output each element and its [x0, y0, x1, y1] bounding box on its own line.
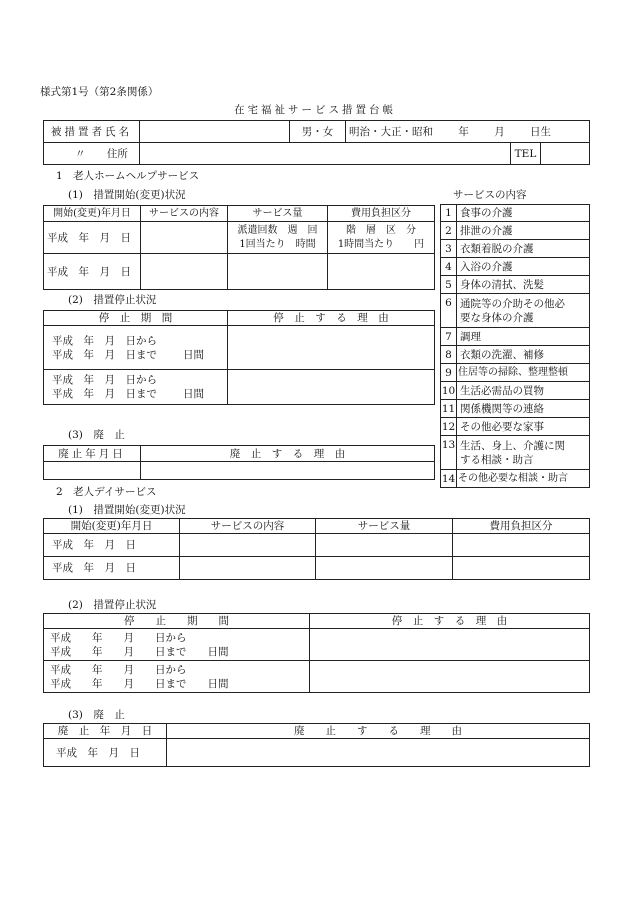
s2-start-cost-2[interactable] — [453, 557, 590, 580]
name-label: 被措置者氏名 — [44, 121, 140, 143]
s1-start-col-qty: サービス量 — [228, 206, 328, 222]
service-label: 衣類の洗濯、補修 — [457, 346, 590, 364]
s2-abolish-table — [43, 723, 590, 767]
services-heading: サービスの内容 — [453, 189, 527, 201]
s2-abolish-col-date: 廃 止 年 月 日 — [44, 724, 167, 739]
tel-field[interactable] — [541, 143, 590, 165]
s2-start-content[interactable] — [180, 534, 316, 557]
s1-start-col-content: サービスの内容 — [141, 206, 228, 222]
gender-options[interactable]: 男・女 — [290, 121, 346, 143]
s1-start-cost[interactable]: 階 層 区 分 1時間当たり 円 — [328, 222, 435, 254]
service-no: 2 — [441, 222, 457, 240]
s1-start-date-2[interactable]: 平成 年 月 日 — [44, 254, 141, 290]
service-no: 9 — [441, 364, 457, 382]
service-no: 14 — [441, 470, 457, 488]
s2-start-date[interactable]: 平成 年 月 日 — [44, 534, 180, 557]
s2-stop-period-1[interactable]: 平成 年 月 日から 平成 年 月 日まで 日間 — [44, 629, 310, 661]
service-label: 身体の清拭、洗髪 — [457, 276, 590, 294]
s1-abolish-col-reason: 廃 止 す る 理 由 — [141, 446, 435, 462]
address-field[interactable] — [140, 143, 511, 165]
s2-start-table — [43, 518, 590, 580]
service-no: 1 — [441, 205, 457, 222]
service-label: 関係機関等の連絡 — [457, 400, 590, 418]
s1-stop-period-1[interactable]: 平成 年 月 日から 平成 年 月 日まで 日間 — [44, 326, 228, 370]
service-no: 12 — [441, 418, 457, 436]
s1-abolish-col-date: 廃止年月日 — [44, 446, 141, 462]
s1-start-qty[interactable]: 派遣回数 週 回 1回当たり 時間 — [228, 222, 328, 254]
s2-stop-reason-2[interactable] — [310, 661, 590, 693]
service-no: 13 — [441, 436, 457, 470]
service-label: 生活必需品の買物 — [457, 382, 590, 400]
s2-start-col-cost: 費用負担区分 — [453, 519, 590, 534]
s2-stop-col-reason: 停 止 す る 理 由 — [310, 614, 590, 629]
section1-stop-heading: (2) 措置停止状況 — [68, 294, 157, 306]
s1-start-content-2[interactable] — [141, 254, 228, 290]
service-no: 4 — [441, 258, 457, 276]
s2-start-qty[interactable] — [316, 534, 453, 557]
s1-start-col-date: 開始(変更)年月日 — [44, 206, 141, 222]
service-label: 住居等の掃除、整理整頓 — [457, 364, 590, 382]
service-label: 食事の介護 — [457, 205, 590, 222]
birthdate-field[interactable]: 明治・大正・昭和 年 月 日生 — [346, 121, 590, 143]
service-label: 衣類着脱の介護 — [457, 240, 590, 258]
s1-stop-col-reason: 停 止 す る 理 由 — [228, 311, 435, 326]
s2-start-col-content: サービスの内容 — [180, 519, 316, 534]
services-table — [440, 204, 590, 488]
s2-start-cost[interactable] — [453, 534, 590, 557]
service-no: 7 — [441, 328, 457, 346]
section2-abolish-heading: (3) 廃 止 — [68, 709, 125, 721]
section1-start-heading: (1) 措置開始(変更)状況 — [68, 189, 186, 201]
s1-start-table — [43, 205, 435, 290]
address-label: 〃 住所 — [44, 143, 140, 165]
s1-stop-table — [43, 310, 435, 405]
s1-stop-period-2[interactable]: 平成 年 月 日から 平成 年 月 日まで 日間 — [44, 370, 228, 405]
service-no: 11 — [441, 400, 457, 418]
s1-abolish-date[interactable] — [44, 462, 141, 480]
service-no: 10 — [441, 382, 457, 400]
s1-start-content[interactable] — [141, 222, 228, 254]
service-label: 通院等の介助その他必 要な身体の介護 — [457, 294, 590, 328]
s1-abolish-table — [43, 445, 435, 480]
s2-start-date-2[interactable]: 平成 年 月 日 — [44, 557, 180, 580]
section2-heading: 2 老人デイサービス — [56, 486, 157, 498]
s2-stop-table — [43, 613, 590, 693]
s2-start-content-2[interactable] — [180, 557, 316, 580]
service-no: 5 — [441, 276, 457, 294]
s2-abolish-col-reason: 廃 止 す る 理 由 — [167, 724, 590, 739]
s1-start-date[interactable]: 平成 年 月 日 — [44, 222, 141, 254]
s2-abolish-reason[interactable] — [167, 739, 590, 767]
s1-stop-reason-1[interactable] — [228, 326, 435, 370]
tel-label: TEL — [511, 143, 541, 165]
service-no: 6 — [441, 294, 457, 328]
s2-stop-period-2[interactable]: 平成 年 月 日から 平成 年 月 日まで 日間 — [44, 661, 310, 693]
service-no: 3 — [441, 240, 457, 258]
service-no: 8 — [441, 346, 457, 364]
s2-start-qty-2[interactable] — [316, 557, 453, 580]
header-table — [43, 120, 590, 165]
service-label: 生活、身上、介護に関 する相談・助言 — [457, 436, 590, 470]
s2-stop-col-period: 停 止 期 間 — [44, 614, 310, 629]
form-number: 様式第1号（第2条関係） — [40, 86, 159, 98]
s2-stop-reason-1[interactable] — [310, 629, 590, 661]
s1-abolish-reason[interactable] — [141, 462, 435, 480]
s2-abolish-date[interactable]: 平成 年 月 日 — [44, 739, 167, 767]
section1-heading: 1 老人ホームヘルプサービス — [56, 170, 200, 182]
service-label: その他必要な家事 — [457, 418, 590, 436]
s2-start-col-qty: サービス量 — [316, 519, 453, 534]
s2-start-col-date: 開始(変更)年月日 — [44, 519, 180, 534]
section2-stop-heading: (2) 措置停止状況 — [68, 599, 157, 611]
service-label: 入浴の介護 — [457, 258, 590, 276]
section1-abolish-heading: (3) 廃 止 — [68, 429, 125, 441]
service-label: その他必要な相談・助言 — [457, 470, 590, 488]
document-title: 在宅福祉サービス措置台帳 — [234, 104, 396, 116]
s1-stop-reason-2[interactable] — [228, 370, 435, 405]
name-field[interactable] — [140, 121, 290, 143]
service-label: 調理 — [457, 328, 590, 346]
s1-start-cost-2[interactable] — [328, 254, 435, 290]
s1-start-qty-2[interactable] — [228, 254, 328, 290]
s1-stop-col-period: 停 止 期 間 — [44, 311, 228, 326]
section2-start-heading: (1) 措置開始(変更)状況 — [68, 504, 186, 516]
service-label: 排泄の介護 — [457, 222, 590, 240]
s1-start-col-cost: 費用負担区分 — [328, 206, 435, 222]
